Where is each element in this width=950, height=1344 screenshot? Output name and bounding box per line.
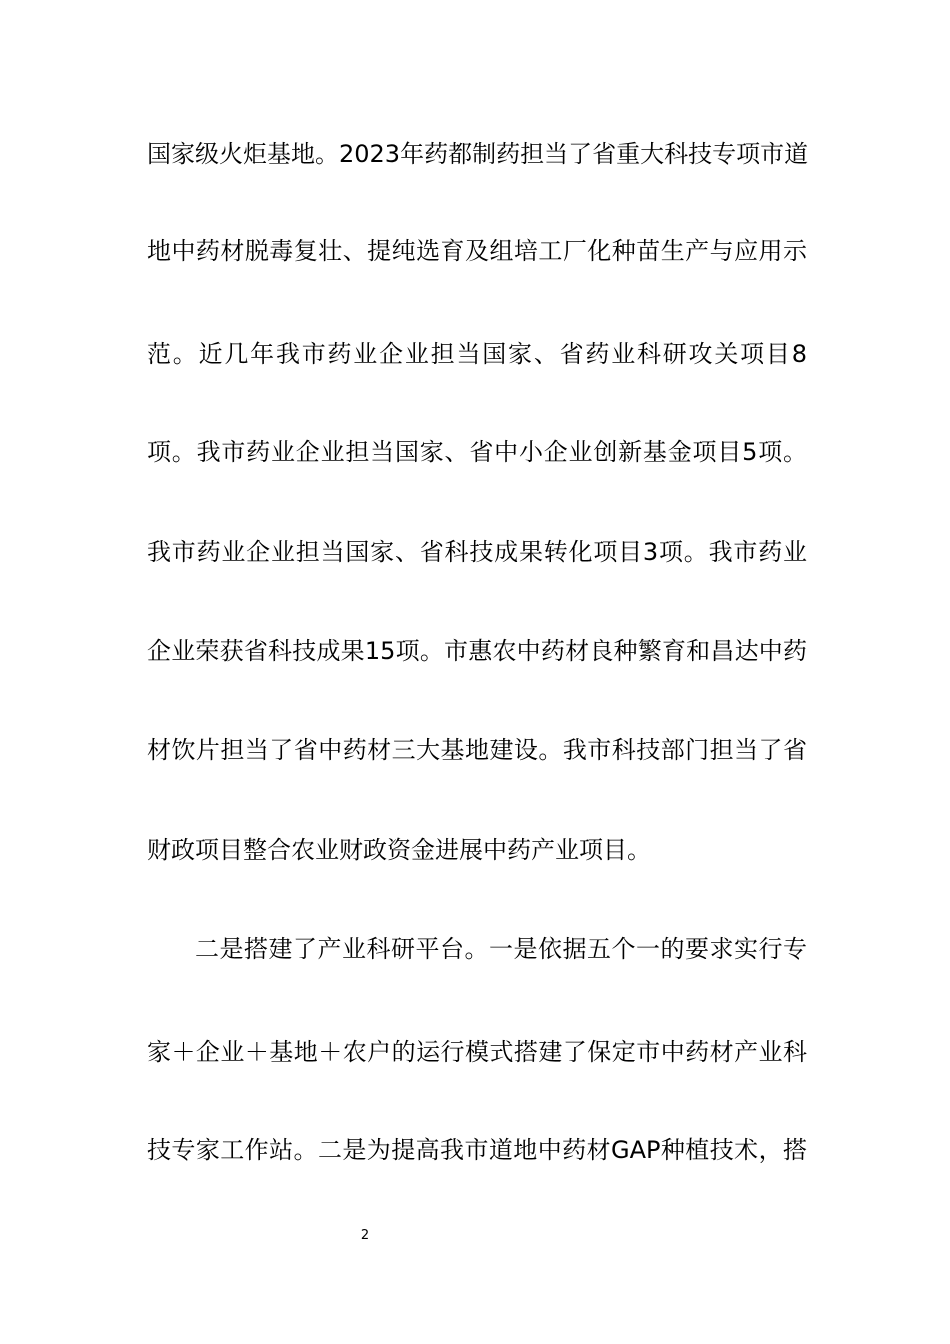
text-line: 范。近几年我市药业企业担当国家、省药业科研攻关项目8 bbox=[147, 340, 807, 368]
text-line: 技专家工作站。二是为提高我市道地中药材GAP种植技术，搭 bbox=[147, 1136, 807, 1164]
paragraph-end-line: 财政项目整合农业财政资金进展中药产业项目。 bbox=[147, 836, 651, 864]
text-line: 项。我市药业企业担当国家、省中小企业创新基金项目5项。 bbox=[147, 438, 807, 466]
page-number: 2 bbox=[360, 1228, 370, 1243]
text-line: 家＋企业＋基地＋农户的运行模式搭建了保定市中药材产业科 bbox=[147, 1038, 807, 1066]
text-line: 我市药业企业担当国家、省科技成果转化项目3项。我市药业 bbox=[147, 538, 807, 566]
paragraph-start-line: 二是搭建了产业科研平台。一是依据五个一的要求实行专 bbox=[195, 935, 807, 963]
text-line: 国家级火炬基地。2023年药都制药担当了省重大科技专项市道 bbox=[147, 140, 809, 168]
text-line: 企业荣获省科技成果15项。市惠农中药材良种繁育和昌达中药 bbox=[147, 637, 807, 665]
text-line: 地中药材脱毒复壮、提纯选育及组培工厂化种苗生产与应用示 bbox=[147, 237, 807, 265]
text-line: 材饮片担当了省中药材三大基地建设。我市科技部门担当了省 bbox=[147, 736, 807, 764]
